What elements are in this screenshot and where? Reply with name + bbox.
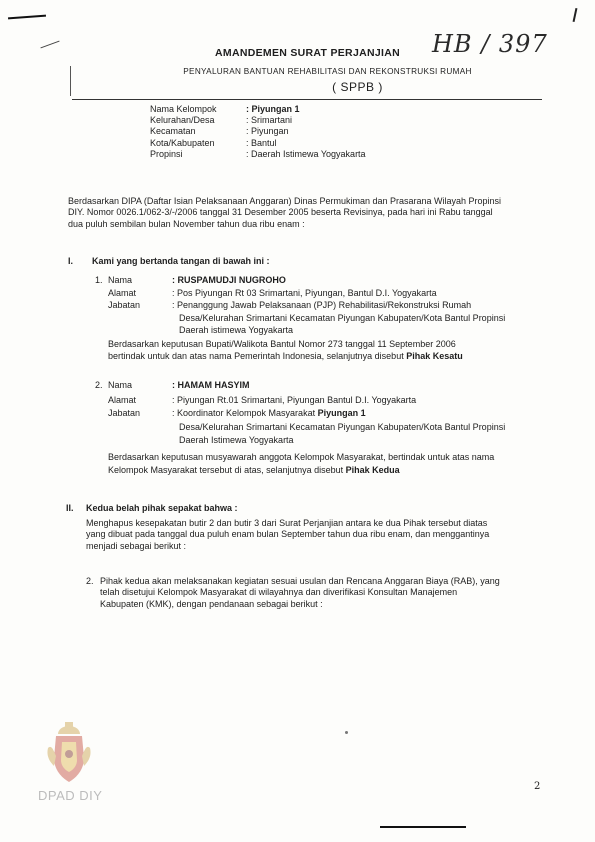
info-row <box>150 138 366 149</box>
info-row <box>150 126 366 137</box>
party-2-group-name: Piyungan 1 <box>317 408 366 418</box>
party-2-address-label: Alamat <box>108 395 137 405</box>
item-2-paragraph <box>100 576 548 610</box>
party-1-name-label: Nama <box>108 275 133 285</box>
party-1-position-line: : Penanggung Jawab Pelaksanaan (PJP) Rehabilitasi/Rekonstruksi Rumah <box>172 300 472 310</box>
section-2-number: II. <box>66 503 74 513</box>
info-row <box>150 149 366 160</box>
party-2-designation: Pihak Kedua <box>345 465 400 475</box>
party-2-basis-line: Berdasarkan keputusan musyawarah anggota Kelompok Masyarakat, bertindak untuk atas nama <box>108 452 495 462</box>
info-label: Kelurahan/Desa <box>150 115 215 126</box>
party-1-basis-text: bertindak untuk dan atas nama Pemerintah Indonesia, selanjutnya disebut <box>108 351 407 361</box>
handwritten-note: HB / 397 <box>432 30 548 58</box>
scan-speck <box>345 731 348 734</box>
item-2-number: 2. <box>86 576 94 586</box>
info-value: : Piyungan 1 <box>246 104 300 114</box>
section-2-intro-line: menjadi sebagai berikut : <box>86 540 187 551</box>
document-code: ( SPPB ) <box>332 80 383 94</box>
preamble-paragraph <box>68 196 546 230</box>
party-1-position-line: Desa/Kelurahan Srimartani Kecamatan Piyungan Kabupaten/Kota Bantul Propinsi <box>179 313 506 323</box>
info-value: : Bantul <box>246 137 277 148</box>
info-label: Kecamatan <box>150 126 196 137</box>
party-1-position-line: Daerah istimewa Yogyakarta <box>179 325 294 335</box>
page-number: 2 <box>534 781 541 792</box>
scan-mark <box>8 15 46 20</box>
info-value: : Srimartani <box>246 115 293 126</box>
party-1-designation: Pihak Kesatu <box>406 351 463 361</box>
party-2-basis-text: Kelompok Masyarakat tersebut di atas, selanjutnya disebut <box>108 465 346 475</box>
info-value: : Daerah Istimewa Yogyakarta <box>246 148 366 159</box>
party-2-name-label: Nama <box>108 380 133 390</box>
preamble-line: Berdasarkan DIPA (Daftar Isian Pelaksanaan Anggaran) Dinas Permukiman dan Prasarana Wilayah Propinsi <box>68 196 502 206</box>
party-1-address-label: Alamat <box>108 288 137 298</box>
info-value: : Piyungan <box>246 126 289 137</box>
party-1-number: 1. <box>95 275 103 285</box>
party-2-number: 2. <box>95 380 103 390</box>
preamble-line: DIY. Nomor 0026.1/062-3/-/2006 tanggal 31 Desember 2005 beserta Revisinya, pada hari ini Rabu tanggal <box>68 207 493 218</box>
party-1-basis-line: Berdasarkan keputusan Bupati/Walikota Bantul Nomor 273 tanggal 11 September 2006 <box>108 339 456 349</box>
item-2-line: Kabupaten (KMK), dengan pendanaan sebagai berikut : <box>100 598 323 609</box>
party-2-name: : HAMAM HASYIM <box>172 380 250 390</box>
party-2-basis-line <box>108 465 400 475</box>
party-2-position-text: : Koordinator Kelompok Masyarakat <box>172 408 318 418</box>
party-1-address: : Pos Piyungan Rt 03 Srimartani, Piyungan, Bantul D.I. Yogyakarta <box>172 288 437 298</box>
section-2-heading: Kedua belah pihak sepakat bahwa : <box>86 503 238 513</box>
group-info <box>150 104 366 160</box>
document-subtitle: PENYALURAN BANTUAN REHABILITASI DAN REKONSTRUKSI RUMAH <box>183 67 472 76</box>
yogyakarta-crest-icon <box>44 722 94 784</box>
party-2-position-line <box>172 408 366 418</box>
preamble-line: dua puluh sembilan bulan November tahun dua ribu enam : <box>68 218 305 229</box>
section-1-heading: Kami yang bertanda tangan di bawah ini : <box>92 256 270 266</box>
section-2-intro <box>86 518 546 552</box>
section-2-intro-line: Menghapus kesepakatan butir 2 dan butir 3 dari Surat Perjanjian antara ke dua Pihak tersebut diatas <box>86 518 488 528</box>
info-label: Kota/Kabupaten <box>150 137 215 148</box>
info-row <box>150 115 366 126</box>
item-2-line: telah disetujui Kelompok Masyarakat di wilayahnya dan diverifikasi Konsultan Manajemen <box>100 587 458 598</box>
watermark-text: DPAD DIY <box>38 788 103 803</box>
party-1-position-label: Jabatan <box>108 300 141 310</box>
document-title: AMANDEMEN SURAT PERJANJIAN <box>215 47 400 59</box>
scan-mark <box>573 8 578 22</box>
section-2-intro-line: yang dibuat pada tanggal dua puluh enam bulan September tahun dua ribu enam, dan menggantinya <box>86 529 490 540</box>
header-divider <box>72 99 542 100</box>
info-label: Nama Kelompok <box>150 104 217 114</box>
party-2-position-label: Jabatan <box>108 408 141 418</box>
section-1-number: I. <box>68 256 74 266</box>
item-2-line: Pihak kedua akan melaksanakan kegiatan sesuai usulan dan Rencana Anggaran Biaya (RAB), yang <box>100 576 500 586</box>
party-1-name: : RUSPAMUDJI NUGROHO <box>172 275 286 285</box>
party-2-address: : Piyungan Rt.01 Srimartani, Piyungan Bantul D.I. Yogyakarta <box>172 395 417 405</box>
party-2-position-line: Desa/Kelurahan Srimartani Kecamatan Piyungan Kabupaten/Kota Bantul Propinsi <box>179 422 506 432</box>
party-2-position-line: Daerah Istimewa Yogyakarta <box>179 435 294 445</box>
party-1-basis-line <box>108 351 463 361</box>
info-label: Propinsi <box>150 148 183 159</box>
footer-divider <box>380 826 466 828</box>
info-row <box>150 104 366 115</box>
